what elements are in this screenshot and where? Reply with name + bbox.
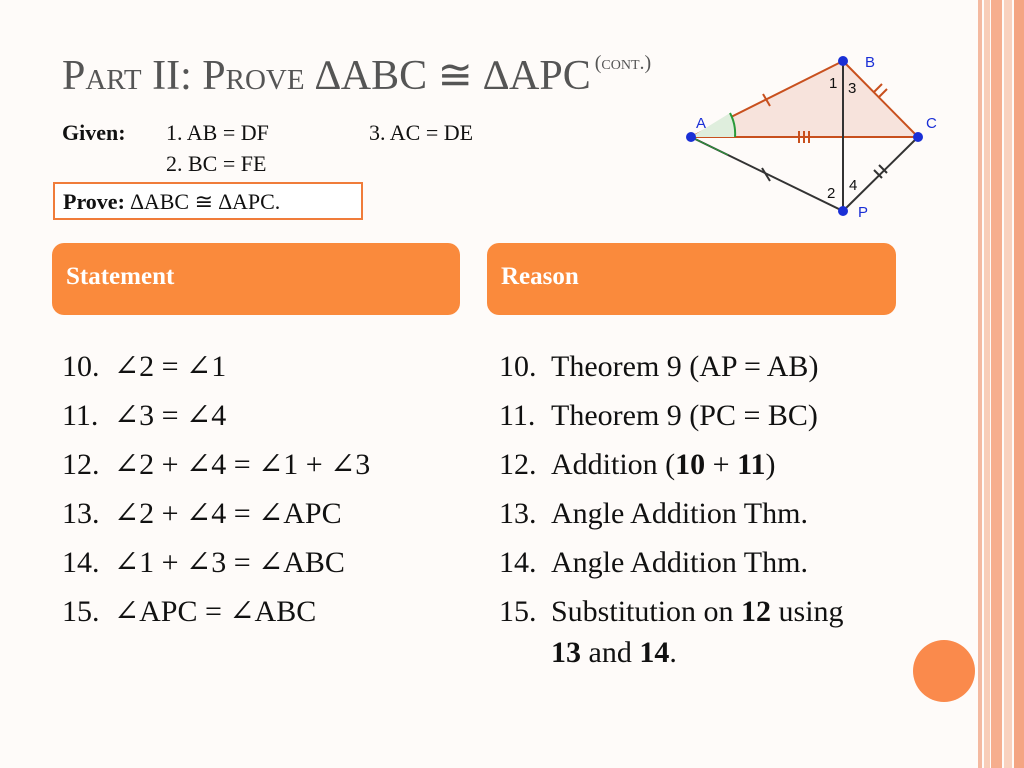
- prove-text: ∆ABC ≅ ∆APC.: [130, 189, 281, 214]
- reason-row: [499, 542, 881, 583]
- reason-text: [551, 591, 881, 673]
- statement-row: [62, 342, 370, 391]
- given-item: 3. AC = DE: [369, 120, 474, 145]
- reason-text: [551, 542, 881, 583]
- segments-ap-pc: [691, 137, 918, 211]
- label-p: P: [858, 204, 869, 221]
- statement-number: 15.: [62, 595, 100, 628]
- statement-text: ∠2 + ∠4 = ∠1 + ∠3: [114, 448, 371, 481]
- reason-row: [499, 395, 881, 436]
- reason-text-part: ): [765, 448, 776, 481]
- reason-row: [499, 591, 881, 673]
- statement-row: [62, 538, 370, 587]
- label-c: C: [926, 115, 937, 132]
- point-b: [838, 56, 848, 66]
- statement-number: 10.: [62, 350, 100, 383]
- reason-text: [551, 346, 881, 387]
- reason-number: 12.: [499, 448, 537, 481]
- reason-number: 11.: [499, 399, 536, 432]
- reason-text-part: Theorem 9 (PC = BC): [551, 399, 818, 432]
- title-text: Part II: Prove ∆ABC ≅ ∆APC: [62, 53, 591, 99]
- statement-number: 12.: [62, 448, 100, 481]
- reason-ref: 12: [741, 595, 772, 628]
- reason-text-part: Theorem 9 (AP = AB): [551, 350, 819, 383]
- label-b: B: [865, 54, 876, 71]
- reason-ref: 13: [551, 636, 581, 669]
- tick-bc-2: [879, 89, 887, 97]
- reason-ref: 14: [639, 636, 670, 669]
- statement-number: 11.: [62, 399, 99, 432]
- statement-row: [62, 587, 370, 636]
- reason-text-part: Angle Addition Thm.: [551, 497, 808, 530]
- reason-text-part: .: [669, 636, 677, 669]
- reason-text-part: and: [581, 636, 640, 669]
- decor-stripe: [978, 0, 982, 768]
- reason-number: 15.: [499, 595, 537, 628]
- reason-text-part: using: [771, 595, 844, 628]
- statement-text: ∠2 = ∠1: [114, 350, 227, 383]
- statement-row: [62, 440, 370, 489]
- reasons-list: [499, 346, 881, 681]
- statement-number: 13.: [62, 497, 100, 530]
- angle-label-1: 1: [829, 75, 838, 92]
- prove-box: [53, 182, 363, 220]
- reason-row: [499, 444, 881, 485]
- angle-a-side: [691, 137, 728, 155]
- reason-text: [551, 395, 881, 436]
- prove-label: Prove:: [63, 189, 125, 214]
- statements-list: [62, 342, 370, 636]
- given-item: 1. AB = DF: [166, 120, 269, 145]
- tick-bc-1: [874, 84, 882, 92]
- label-a: A: [696, 115, 707, 132]
- statement-header-label: Statement: [66, 263, 175, 290]
- angle-label-4: 4: [849, 177, 858, 194]
- point-c: [913, 132, 923, 142]
- point-p: [838, 206, 848, 216]
- statement-text: ∠1 + ∠3 = ∠ABC: [114, 546, 345, 579]
- statement-header: [52, 243, 460, 315]
- statement-row: [62, 391, 370, 440]
- reason-row: [499, 493, 881, 534]
- reason-text: [551, 493, 881, 534]
- decor-stripe: [1004, 0, 1012, 768]
- decor-stripe: [1014, 0, 1024, 768]
- reason-number: 13.: [499, 497, 537, 530]
- reason-text-part: Angle Addition Thm.: [551, 546, 808, 579]
- slide-title: [62, 50, 651, 100]
- statement-row: [62, 489, 370, 538]
- statement-number: 14.: [62, 546, 100, 579]
- point-a: [686, 132, 696, 142]
- statement-text: ∠2 + ∠4 = ∠APC: [114, 497, 342, 530]
- decor-stripe: [984, 0, 990, 768]
- reason-number: 14.: [499, 546, 537, 579]
- reason-text-part: Addition (: [551, 448, 676, 481]
- reason-row: [499, 346, 881, 387]
- given-item: 2. BC = FE: [166, 151, 267, 176]
- angle-label-2: 2: [827, 185, 836, 202]
- reason-ref: 10: [675, 448, 706, 481]
- angle-label-3: 3: [848, 80, 857, 97]
- reason-header-label: Reason: [501, 263, 579, 290]
- reason-ref: 11: [737, 448, 766, 481]
- given-label: Given:: [62, 120, 126, 145]
- triangle-diagram: [670, 48, 940, 228]
- decor-stripe: [991, 0, 1002, 768]
- reason-text: [551, 444, 881, 485]
- reason-number: 10.: [499, 350, 537, 383]
- statement-text: ∠APC = ∠ABC: [114, 595, 317, 628]
- decor-circle: [913, 640, 975, 702]
- statement-text: ∠3 = ∠4: [114, 399, 227, 432]
- title-suffix: (cont.): [594, 52, 652, 74]
- reason-header: [487, 243, 896, 315]
- reason-text-part: +: [705, 448, 738, 481]
- reason-text-part: Substitution on: [551, 595, 742, 628]
